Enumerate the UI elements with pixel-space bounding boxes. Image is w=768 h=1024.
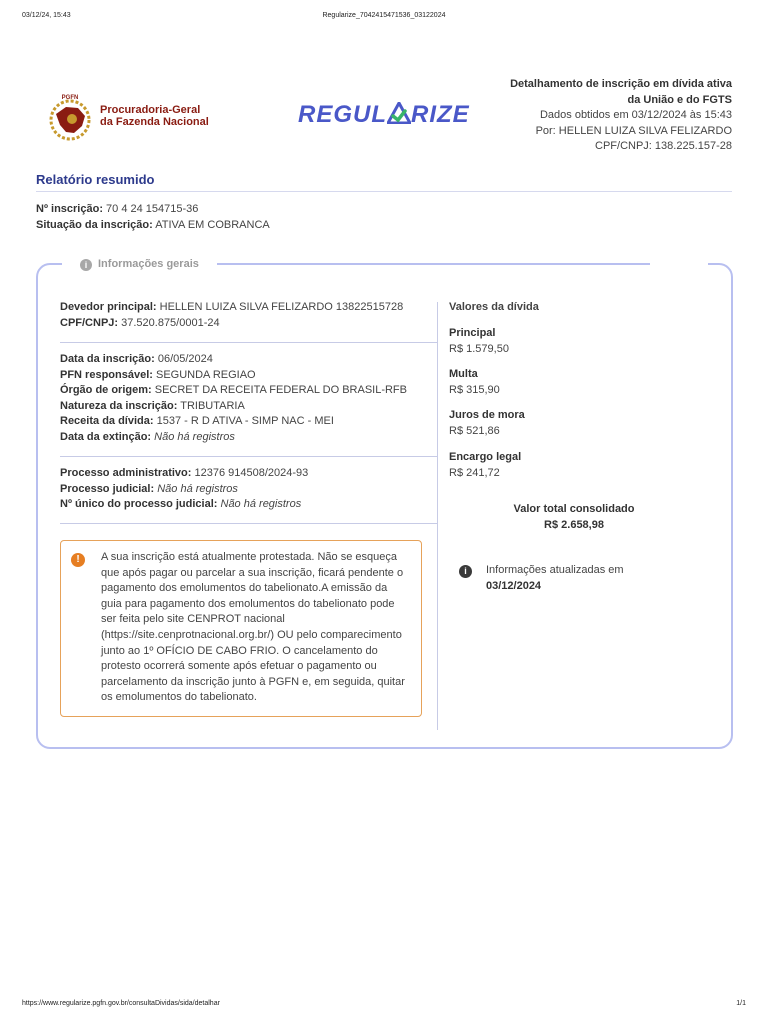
print-page-count: 1/1	[736, 1000, 746, 1007]
natureza-value: TRIBUTARIA	[180, 399, 245, 412]
pfn-value: SEGUNDA REGIAO	[155, 368, 256, 381]
processo-unico-row	[60, 497, 438, 513]
values-heading: Valores da dívida	[449, 301, 539, 313]
cnpj-value: 37.520.875/0001-24	[121, 316, 220, 329]
data-inscricao-label: Data da inscrição:	[60, 353, 155, 365]
encargo-item	[449, 450, 521, 481]
total-value: R$ 2.658,98	[544, 518, 604, 531]
report-title-line1: Detalhamento de inscrição em dívida ativa	[510, 78, 732, 90]
total-block	[449, 502, 699, 533]
pgfn-name	[100, 104, 209, 128]
encargo-value: R$ 241,72	[449, 466, 500, 479]
print-footer	[22, 1000, 746, 1010]
cnpj-row	[60, 316, 438, 332]
pgfn-acronym: PGFN	[61, 95, 79, 101]
orgao-row	[60, 383, 438, 399]
devedor-value: HELLEN LUIZA SILVA FELIZARDO 13822515728	[159, 301, 404, 313]
processo-jud-label: Processo judicial:	[60, 482, 155, 495]
devedor-row	[60, 300, 438, 316]
situacao-label: Situação da inscrição:	[36, 219, 153, 231]
print-header	[22, 12, 746, 22]
juros-item	[449, 408, 525, 439]
situacao-value: ATIVA EM COBRANCA	[155, 219, 270, 231]
natureza-row	[60, 399, 438, 415]
report-title-line2: da União e do FGTS	[627, 93, 732, 106]
processo-unico-label: Nº único do processo judicial:	[60, 498, 218, 511]
section-title: Relatório resumido	[36, 172, 155, 187]
receita-label: Receita da dívida:	[60, 415, 154, 428]
pgfn-logo	[42, 92, 212, 142]
extincao-row	[60, 430, 438, 446]
orgao-label: Órgão de origem:	[60, 384, 152, 397]
inscricao-label: Nº inscrição:	[36, 203, 103, 215]
pgfn-emblem-icon	[42, 92, 98, 142]
receita-row	[60, 414, 438, 430]
principal-value: R$ 1.579,50	[449, 342, 509, 355]
total-label: Valor total consolidado	[513, 503, 635, 515]
regularize-logo-left: REGUL	[298, 101, 387, 128]
pgfn-name-line2: da Fazenda Nacional	[100, 116, 209, 128]
card-border-gap	[650, 254, 708, 274]
pfn-row	[60, 368, 438, 384]
divider	[60, 523, 438, 524]
update-date: 03/12/2024	[486, 579, 542, 592]
natureza-label: Natureza da inscrição:	[60, 399, 178, 412]
data-inscricao-value: 06/05/2024	[157, 353, 213, 365]
pgfn-name-line1: Procuradoria-Geral	[100, 104, 201, 116]
regularize-logo-right: RIZE	[411, 101, 470, 128]
multa-item	[449, 367, 500, 398]
column-divider	[437, 302, 438, 730]
update-text	[486, 563, 686, 594]
principal-item	[449, 326, 509, 357]
inscricao-info	[36, 201, 270, 233]
card-legend	[62, 254, 217, 274]
data-inscricao-row	[60, 352, 438, 368]
principal-label: Principal	[449, 327, 496, 339]
extincao-value: Não há registros	[154, 430, 235, 443]
info-icon: i	[459, 565, 472, 578]
encargo-label: Encargo legal	[449, 451, 522, 463]
situacao-row	[36, 217, 270, 233]
processos-block	[60, 466, 438, 513]
info-icon: i	[80, 259, 92, 271]
card-legend-label: Informações gerais	[98, 258, 199, 270]
extincao-label: Data da extinção:	[60, 430, 152, 443]
divider	[60, 342, 438, 343]
processo-adm-value: 12376 914508/2024-93	[194, 467, 309, 479]
multa-label: Multa	[449, 368, 478, 380]
protest-alert-text: A sua inscrição está atualmente protestada. Não se esqueça que após pagar ou parcelar a sua inscrição, ficará pendente o pagamento dos emolumentos do tabelionato.A emissão da guia para pagamento dos emolumentos do tabelionato pode ser feita pelo site CENPROT nacional (https://site.cenprotnacional.org.br/) OU pelo comparecimento junto ao 1º OFÍCIO DE CABO FRIO. O cancelamento do protesto ocorrerá somente após efetuar o pagamento ou parcelamento da inscrição junto à PGFN e, em seguida, quitar os emolumentos do tabelionato.	[101, 551, 405, 704]
report-by: Por: HELLEN LUIZA SILVA FELIZARDO	[535, 124, 732, 137]
divider	[60, 456, 438, 457]
cnpj-label: CPF/CNPJ:	[60, 316, 119, 329]
devedor-block	[60, 300, 438, 331]
warning-icon: !	[71, 553, 85, 567]
processo-adm-row	[60, 466, 438, 482]
section-divider	[36, 191, 732, 192]
report-header	[432, 77, 732, 155]
processo-adm-label: Processo administrativo:	[60, 467, 192, 479]
report-cpf: CPF/CNPJ: 138.225.157-28	[595, 140, 732, 152]
processo-jud-row	[60, 482, 438, 498]
pfn-label: PFN responsável:	[60, 368, 153, 381]
protest-alert	[60, 540, 422, 717]
print-datetime: 03/12/24, 15:43	[22, 12, 71, 19]
juros-label: Juros de mora	[449, 409, 525, 421]
receita-value: 1537 - R D ATIVA - SIMP NAC - MEI	[156, 415, 334, 428]
multa-value: R$ 315,90	[449, 383, 500, 396]
print-doc-title: Regularize_7042415471536_03122024	[322, 12, 446, 19]
inscricao-row	[36, 201, 270, 217]
orgao-value: SECRET DA RECEITA FEDERAL DO BRASIL-RFB	[154, 384, 407, 397]
processo-jud-value: Não há registros	[157, 482, 238, 495]
inscricao-details-block	[60, 352, 438, 446]
devedor-label: Devedor principal:	[60, 301, 157, 313]
processo-unico-value: Não há registros	[220, 498, 302, 511]
inscricao-value: 70 4 24 154715-36	[106, 203, 199, 215]
print-url: https://www.regularize.pgfn.gov.br/consultaDividas/sida/detalhar	[22, 1000, 220, 1007]
report-obtained: Dados obtidos em 03/12/2024 às 15:43	[539, 109, 732, 121]
regularize-a-icon	[387, 102, 411, 124]
juros-value: R$ 521,86	[449, 424, 500, 437]
update-label: Informações atualizadas em	[486, 564, 624, 576]
